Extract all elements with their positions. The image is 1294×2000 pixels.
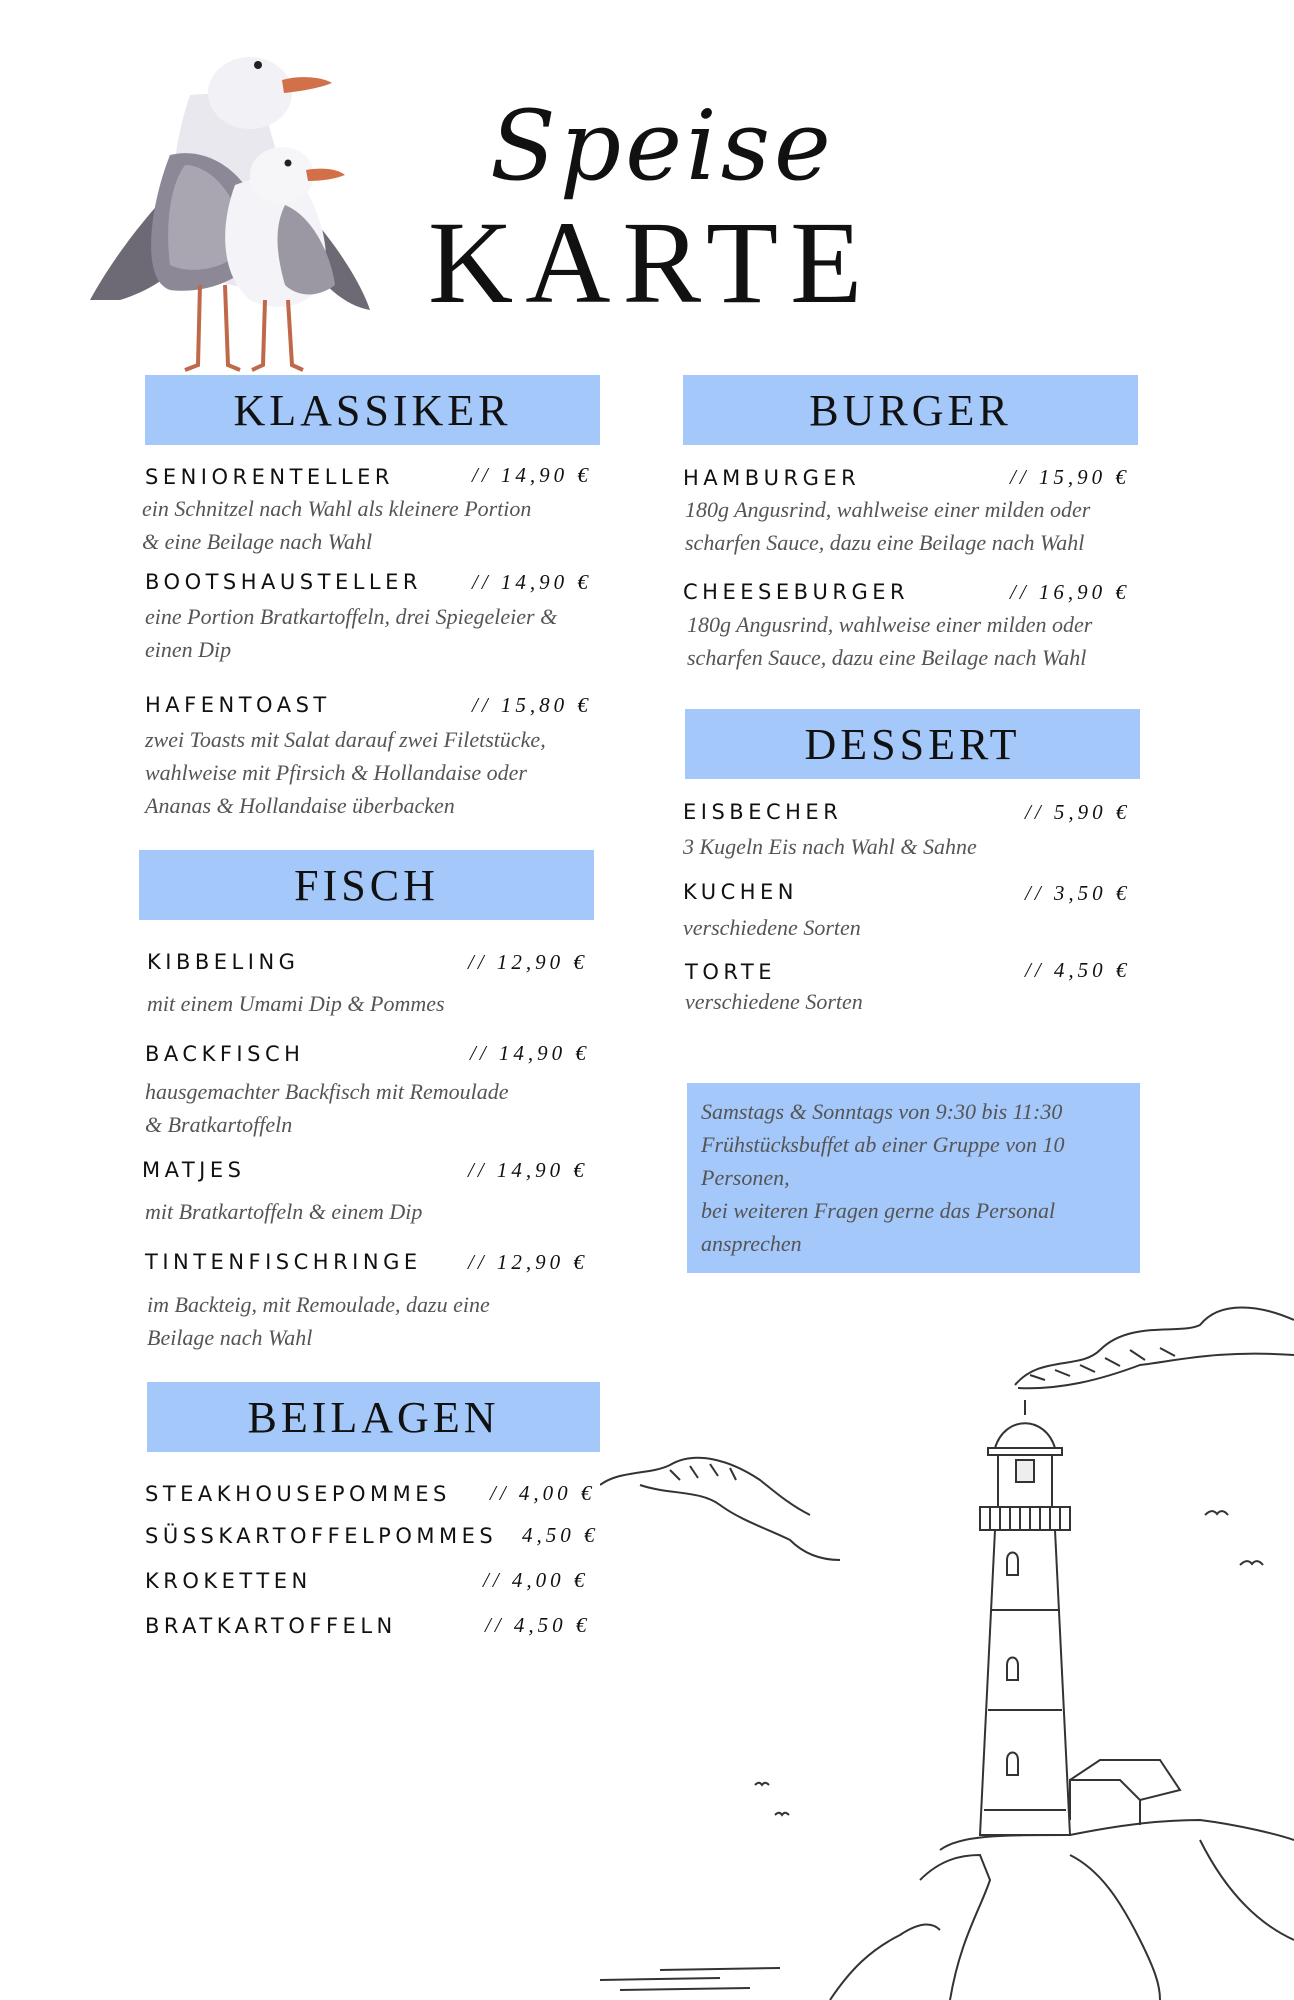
info-note	[687, 1083, 1140, 1273]
menu-item-desc: 3 Kugeln Eis nach Wahl & Sahne	[683, 834, 977, 859]
menu-item-price: // 4,00 €	[483, 1568, 589, 1592]
menu-item-price: // 14,90 €	[468, 1158, 588, 1182]
menu-item-price: // 14,90 €	[470, 1041, 590, 1065]
menu-item-desc: 180g Angusrind, wahlweise einer milden oder scharfen Sauce, dazu eine Beilage nach Wahl	[685, 497, 1091, 555]
menu-item-name: BOOTSHAUSTELLER	[145, 570, 422, 594]
menu-item-name: TINTENFISCHRINGE	[145, 1250, 422, 1274]
menu-item-price: // 3,50 €	[1025, 881, 1131, 905]
title-script: Speise	[490, 90, 835, 202]
menu-item-desc: zwei Toasts mit Salat darauf zwei Filetstücke, wahlweise mit Pfirsich & Hollandaise oder Ananas & Hollandaise überbacken	[145, 727, 546, 818]
menu-item-price: // 4,50 €	[485, 1613, 591, 1637]
section-header-beilagen: BEILAGEN	[147, 1382, 600, 1452]
menu-item-price: // 12,90 €	[468, 950, 588, 974]
menu-item-name: KIBBELING	[147, 950, 300, 974]
menu-item-name: KUCHEN	[683, 880, 799, 904]
menu-item-desc: im Backteig, mit Remoulade, dazu eine Beilage nach Wahl	[147, 1292, 490, 1350]
menu-item-name: SÜSSKARTOFFELPOMMES	[145, 1524, 498, 1548]
menu-item-desc: eine Portion Bratkartoffeln, drei Spiegeleier & einen Dip	[145, 604, 558, 662]
menu-item-price: // 16,90 €	[1010, 580, 1130, 604]
menu-item-desc: hausgemachter Backfisch mit Remoulade & Bratkartoffeln	[145, 1079, 509, 1137]
seagulls-illustration	[60, 35, 410, 380]
menu-item-name: HAFENTOAST	[145, 693, 331, 717]
menu-item-name: KROKETTEN	[145, 1569, 312, 1593]
menu-item-price: // 4,00 €	[490, 1481, 596, 1505]
menu-item-name: BACKFISCH	[145, 1042, 305, 1066]
menu-item-name: MATJES	[142, 1158, 246, 1182]
info-note-line: bei weiteren Fragen gerne das Personal	[701, 1198, 1056, 1223]
title-main: KARTE	[428, 197, 875, 328]
menu-item-price: // 15,90 €	[1010, 465, 1130, 489]
info-note-line: Frühstücksbuffet ab einer Gruppe von 10	[701, 1132, 1065, 1157]
menu-item-name: STEAKHOUSEPOMMES	[145, 1482, 451, 1506]
menu-item-price: // 12,90 €	[468, 1250, 588, 1274]
menu-item-desc: ein Schnitzel nach Wahl als kleinere Portion & eine Beilage nach Wahl	[142, 496, 532, 554]
menu-item-name: CHEESEBURGER	[683, 580, 910, 604]
menu-item-desc: mit einem Umami Dip & Pommes	[147, 991, 445, 1016]
info-note-line: ansprechen	[701, 1231, 802, 1256]
menu-item-desc: mit Bratkartoffeln & einem Dip	[145, 1199, 423, 1224]
menu-item-desc: verschiedene Sorten	[683, 915, 861, 940]
menu-item-name: HAMBURGER	[683, 466, 861, 490]
menu-item-desc: 180g Angusrind, wahlweise einer milden oder scharfen Sauce, dazu eine Beilage nach Wahl	[687, 612, 1093, 670]
menu-item-price: // 14,90 €	[472, 463, 592, 487]
section-header-dessert: DESSERT	[685, 709, 1140, 779]
menu-item-price: // 15,80 €	[472, 693, 592, 717]
section-header-fisch: FISCH	[139, 850, 594, 920]
section-header-klassiker: KLASSIKER	[145, 375, 600, 445]
menu-item-price: 4,50 €	[522, 1523, 599, 1547]
info-note-line: Personen,	[701, 1165, 790, 1190]
menu-item-desc: verschiedene Sorten	[685, 989, 863, 1014]
menu-item-name: TORTE	[685, 960, 777, 984]
menu-item-price: // 5,90 €	[1025, 800, 1131, 824]
menu-item-name: BRATKARTOFFELN	[145, 1614, 397, 1638]
menu-item-name: EISBECHER	[683, 800, 843, 824]
lighthouse-sketch	[600, 1280, 1294, 2000]
section-header-burger: BURGER	[683, 375, 1138, 445]
info-note-line: Samstags & Sonntags von 9:30 bis 11:30	[701, 1099, 1063, 1124]
menu-item-price: // 4,50 €	[1025, 958, 1131, 982]
menu-item-price: // 14,90 €	[472, 570, 592, 594]
menu-item-name: SENIORENTELLER	[145, 465, 394, 489]
